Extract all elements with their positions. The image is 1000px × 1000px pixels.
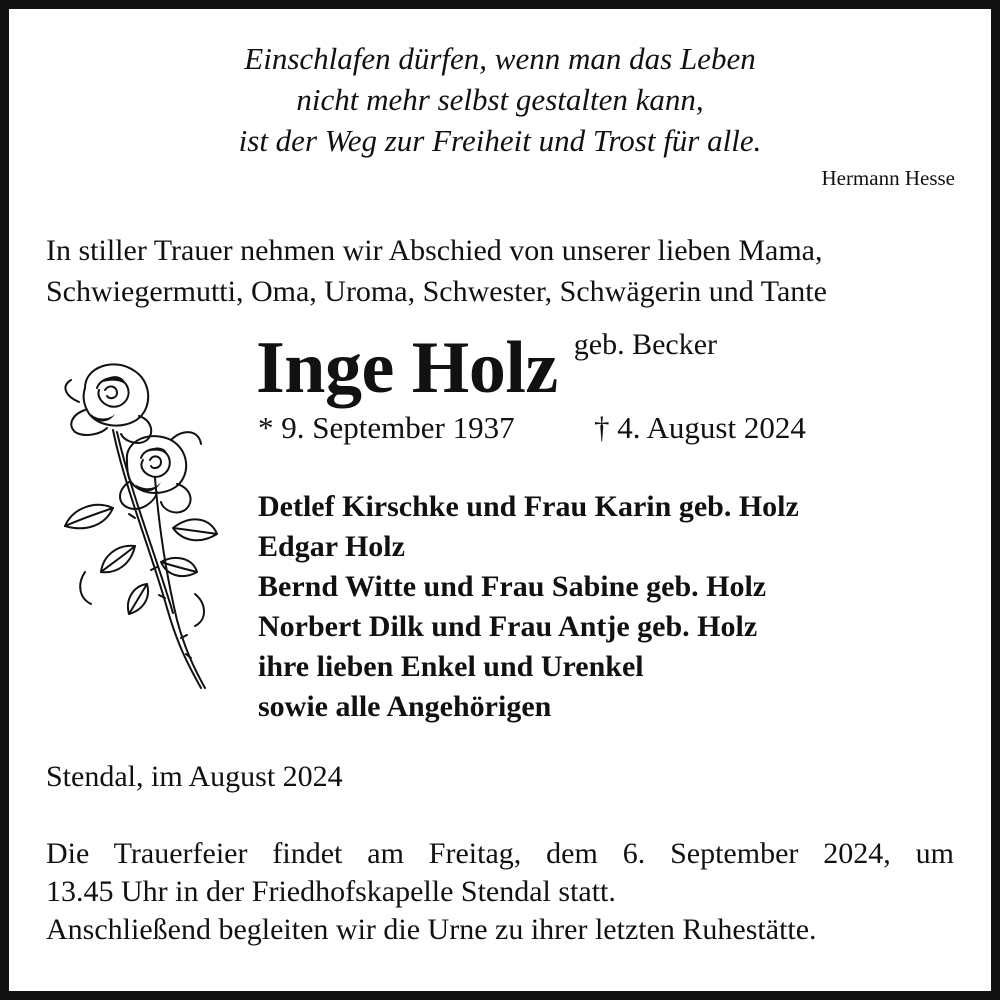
funeral-notice	[46, 835, 954, 949]
place-date: Stendal, im August 2024	[46, 760, 343, 793]
mourner-line: Edgar Holz	[258, 530, 405, 563]
quote	[60, 38, 940, 161]
mourner-line: Bernd Witte und Frau Sabine geb. Holz	[258, 570, 767, 603]
notice-line: Die Trauerfeier findet am Freitag, dem 6. September 2024, um	[46, 837, 954, 870]
mourners-list	[258, 487, 799, 727]
deceased-heading	[256, 326, 717, 411]
death-date: † 4. August 2024	[594, 410, 806, 445]
roses-icon	[55, 358, 225, 698]
quote-line: nicht mehr selbst gestalten kann,	[296, 82, 704, 117]
mourner-line: Detlef Kirschke und Frau Karin geb. Holz	[258, 490, 799, 523]
life-dates	[258, 410, 806, 446]
quote-author: Hermann Hesse	[821, 166, 955, 190]
intro-line: Schwiegermutti, Oma, Uroma, Schwester, Schwägerin und Tante	[46, 275, 827, 308]
maiden-name: geb. Becker	[573, 328, 718, 361]
intro-text	[46, 230, 966, 312]
mourner-line: sowie alle Angehörigen	[258, 690, 552, 723]
notice-line: 13.45 Uhr in der Friedhofskapelle Stendal statt.	[46, 875, 616, 908]
notice-line: Anschließend begleiten wir die Urne zu ihrer letzten Ruhestätte.	[46, 913, 817, 946]
quote-line: Einschlafen dürfen, wenn man das Leben	[244, 41, 756, 76]
birth-date: * 9. September 1937	[258, 410, 515, 445]
mourner-line: Norbert Dilk und Frau Antje geb. Holz	[258, 610, 758, 643]
quote-line: ist der Weg zur Freiheit und Trost für alle.	[238, 123, 762, 158]
deceased-name: Inge Holz	[256, 327, 558, 409]
intro-line: In stiller Trauer nehmen wir Abschied von unserer lieben Mama,	[46, 234, 823, 267]
mourner-line: ihre lieben Enkel und Urenkel	[258, 650, 644, 683]
